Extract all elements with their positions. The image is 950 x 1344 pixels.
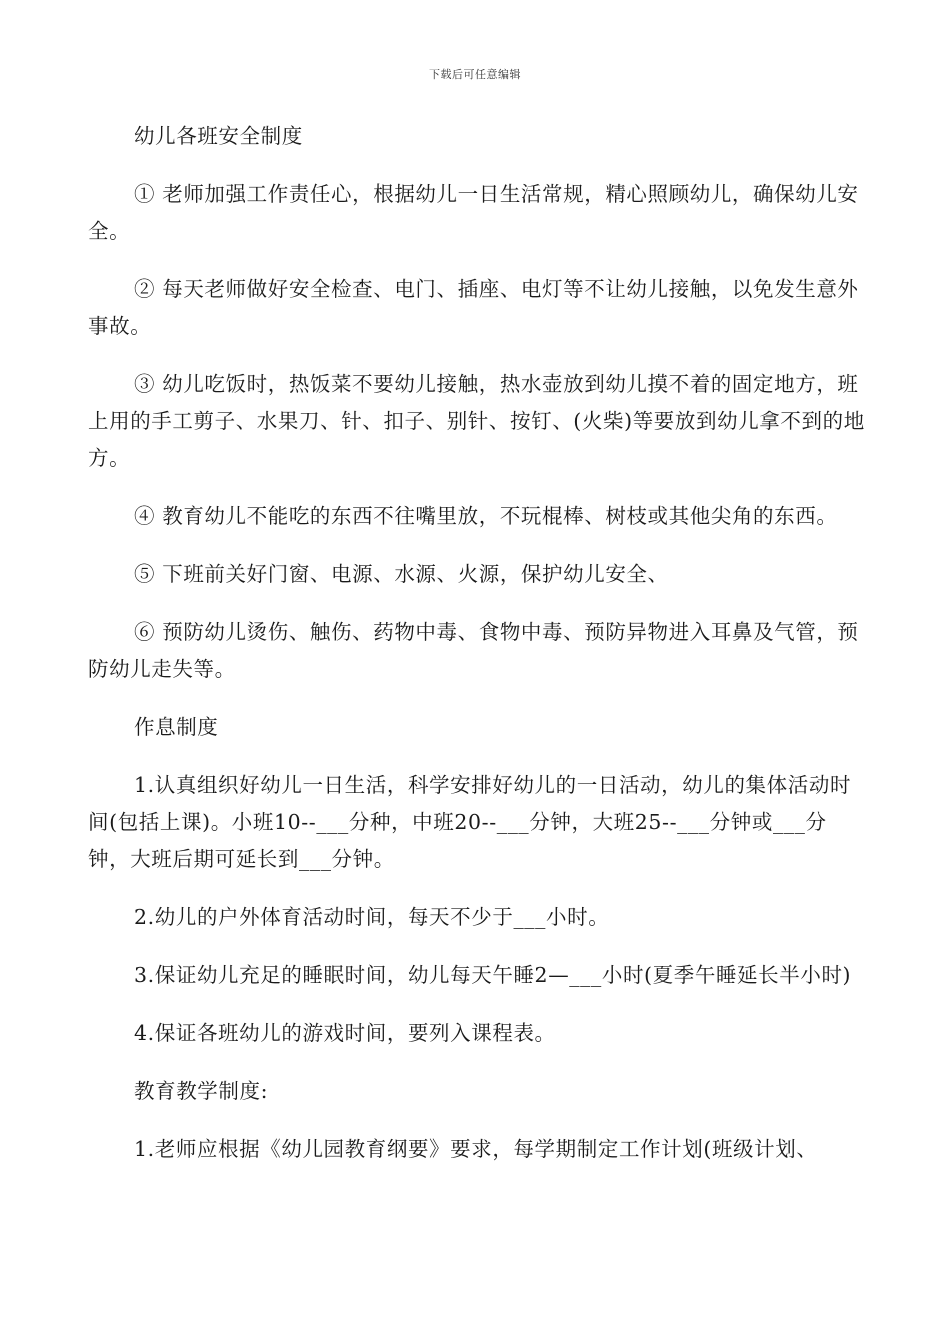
safety-item-4: ④ 教育幼儿不能吃的东西不往嘴里放，不玩棍棒、树枝或其他尖角的东西。 [134, 504, 838, 528]
safety-item-5: ⑤ 下班前关好门窗、电源、水源、火源，保护幼儿安全、 [134, 562, 669, 586]
schedule-item-4: 4.保证各班幼儿的游戏时间，要列入课程表。 [134, 1021, 556, 1045]
document-body [88, 118, 868, 1189]
section-title-teaching: 教育教学制度: [134, 1079, 269, 1103]
safety-item-2: ② 每天老师做好安全检查、电门、插座、电灯等不让幼儿接触，以免发生意外事故。 [88, 277, 859, 338]
teaching-item-1: 1.老师应根据《幼儿园教育纲要》要求，每学期制定工作计划(班级计划、 [134, 1137, 818, 1161]
safety-item-1: ① 老师加强工作责任心，根据幼儿一日生活常规，精心照顾幼儿，确保幼儿安全。 [88, 182, 859, 243]
page-header-note: 下载后可任意编辑 [429, 68, 521, 81]
schedule-item-3: 3.保证幼儿充足的睡眠时间，幼儿每天午睡2—___小时(夏季午睡延长半小时) [134, 963, 852, 987]
schedule-item-2: 2.幼儿的户外体育活动时间，每天不少于___小时。 [134, 905, 610, 929]
section-title-schedule: 作息制度 [134, 715, 219, 739]
safety-item-3: ③ 幼儿吃饭时，热饭菜不要幼儿接触，热水壶放到幼儿摸不着的固定地方，班上用的手工剪子、水果刀、针、扣子、别针、按钉、(火柴)等要放到幼儿拿不到的地方。 [88, 372, 865, 470]
schedule-item-1: 1.认真组织好幼儿一日生活，科学安排好幼儿的一日活动，幼儿的集体活动时间(包括上课)。小班10--___分种，中班20--___分钟，大班25--___分钟或___分钟，大班后期可延长到___分钟。 [88, 773, 852, 871]
section-title-safety: 幼儿各班安全制度 [134, 124, 303, 148]
safety-item-6: ⑥ 预防幼儿烫伤、触伤、药物中毒、食物中毒、预防异物进入耳鼻及气管，预防幼儿走失等。 [88, 620, 859, 681]
